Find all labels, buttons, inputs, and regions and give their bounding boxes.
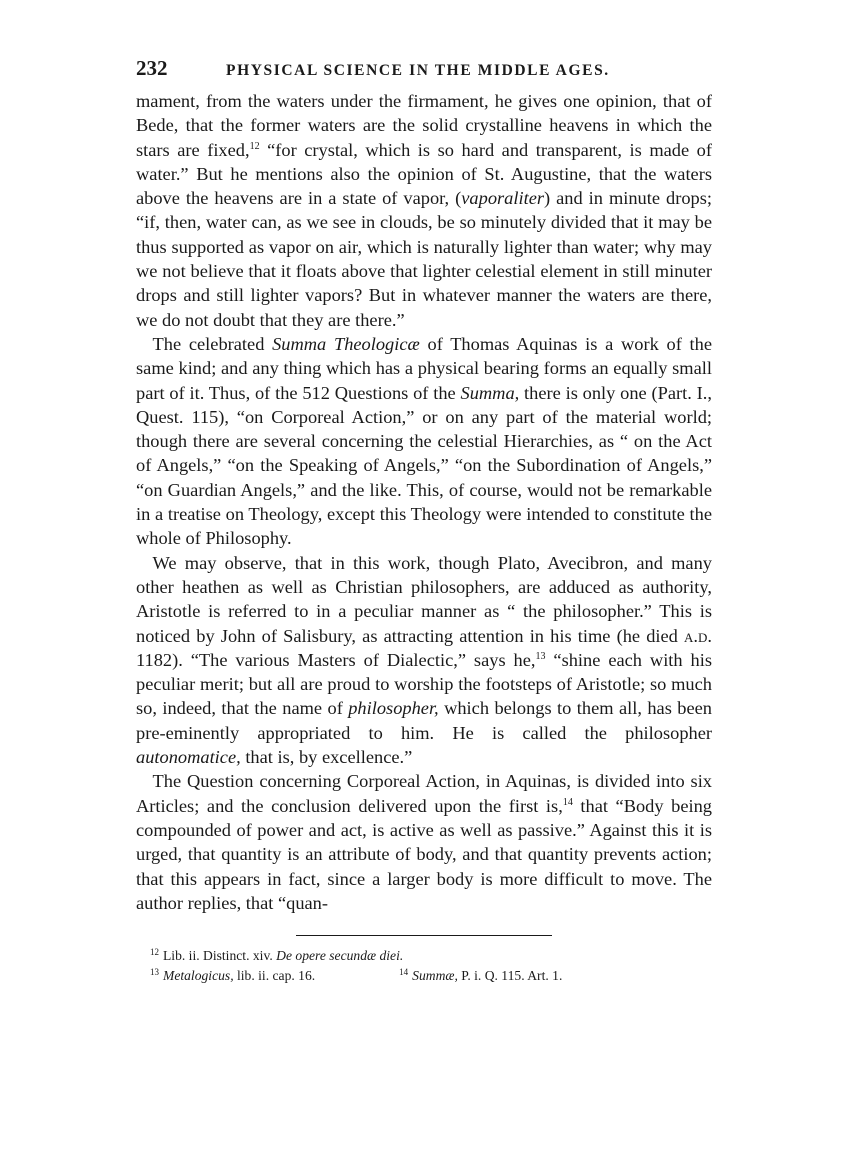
paragraph-1: mament, from the waters under the firmament, he gives one opinion, that of Bede, that the former waters are the solid crystalline heavens in which the stars are fixed,$^{12}$ “for crystal, which is so hard and transparent, is made of water.” But he mentions also the opinion of St. Augustine, that the waters above the heavens are in a state of vapor, (vaporaliter) and in minute drops; “if, then, water can, as we see in clouds, be so minutely divided that it may be thus supported as vapor on air, which is naturally lighter than water; why may we not believe that it floats above that lighter celestial element in still minuter drops and still lighter vapors? But in whatever manner the waters are there, we do not doubt that they are there.” <box>136 91 712 330</box>
footnote-12: $^{12}$ Lib. ii. Distinct. xiv. De opere secundæ diei. <box>150 946 404 964</box>
footnote-ref-14: 14 <box>562 796 573 808</box>
footnote-divider <box>296 935 552 936</box>
body-text <box>136 89 712 915</box>
footnote-13: $^{13}$ Metalogicus, lib. ii. cap. 16. <box>150 966 316 984</box>
footnote-14: $^{14}$ Summæ, P. i. Q. 115. Art. 1. <box>399 966 563 984</box>
book-page <box>136 56 712 986</box>
footnote-ref-12: 12 <box>249 140 260 152</box>
page-header <box>136 56 712 81</box>
footnotes <box>136 946 712 986</box>
footnote-row <box>136 966 712 986</box>
paragraph-2: The celebrated Summa Theologicæ of Thomas Aquinas is a work of the same kind; and any thing which has a physical bearing forms an equally small part of it. Thus, of the 512 Questions of the Summa, there is only one (Part. I., Quest. 115), “on Corporeal Action,” or on any part of the material world; though there are several concerning the celestial Hierarchies, as “ on the Act of Angels,” “on the Speaking of Angels,” “on the Subordination of Angels,” “on Guardian Angels,” and the like. This, of course, would not be remarkable in a treatise on Theology, except this Theology were intended to constitute the whole of Philosophy. <box>136 333 712 549</box>
running-head: PHYSICAL SCIENCE IN THE MIDDLE AGES. <box>226 62 610 79</box>
paragraph-4: The Question concerning Corporeal Action, in Aquinas, is divided into six Articles; and the conclusion delivered upon the first is,$^{14}$ that “Body being compounded of power and act, is active as well as passive.” Against this it is urged, that quantity is an attribute of body, and that quantity prevents action; that this appears in fact, since a larger body is more difficult to move. The author replies, that “quan- <box>136 771 712 913</box>
paragraph-3: We may observe, that in this work, though Plato, Avecibron, and many other heathen as well as Christian philosophers, are adduced as authority, Aristotle is referred to in a peculiar manner as “ the philosopher.” This is noticed by John of Salisbury, as attracting attention in his time (he died a.d. 1182). “The various Masters of Dialectic,” says he,$^{13}$ “shine each with his peculiar merit; but all are proud to worship the footsteps of Aristotle; so much so, indeed, that the name of philosopher, which belongs to them all, has been pre-eminently appropriated to him. He is called the philosopher autonomatice, that is, by excellence.” <box>136 552 712 768</box>
page-number: 232 <box>136 56 168 80</box>
footnote-ref-13: 13 <box>535 650 546 662</box>
